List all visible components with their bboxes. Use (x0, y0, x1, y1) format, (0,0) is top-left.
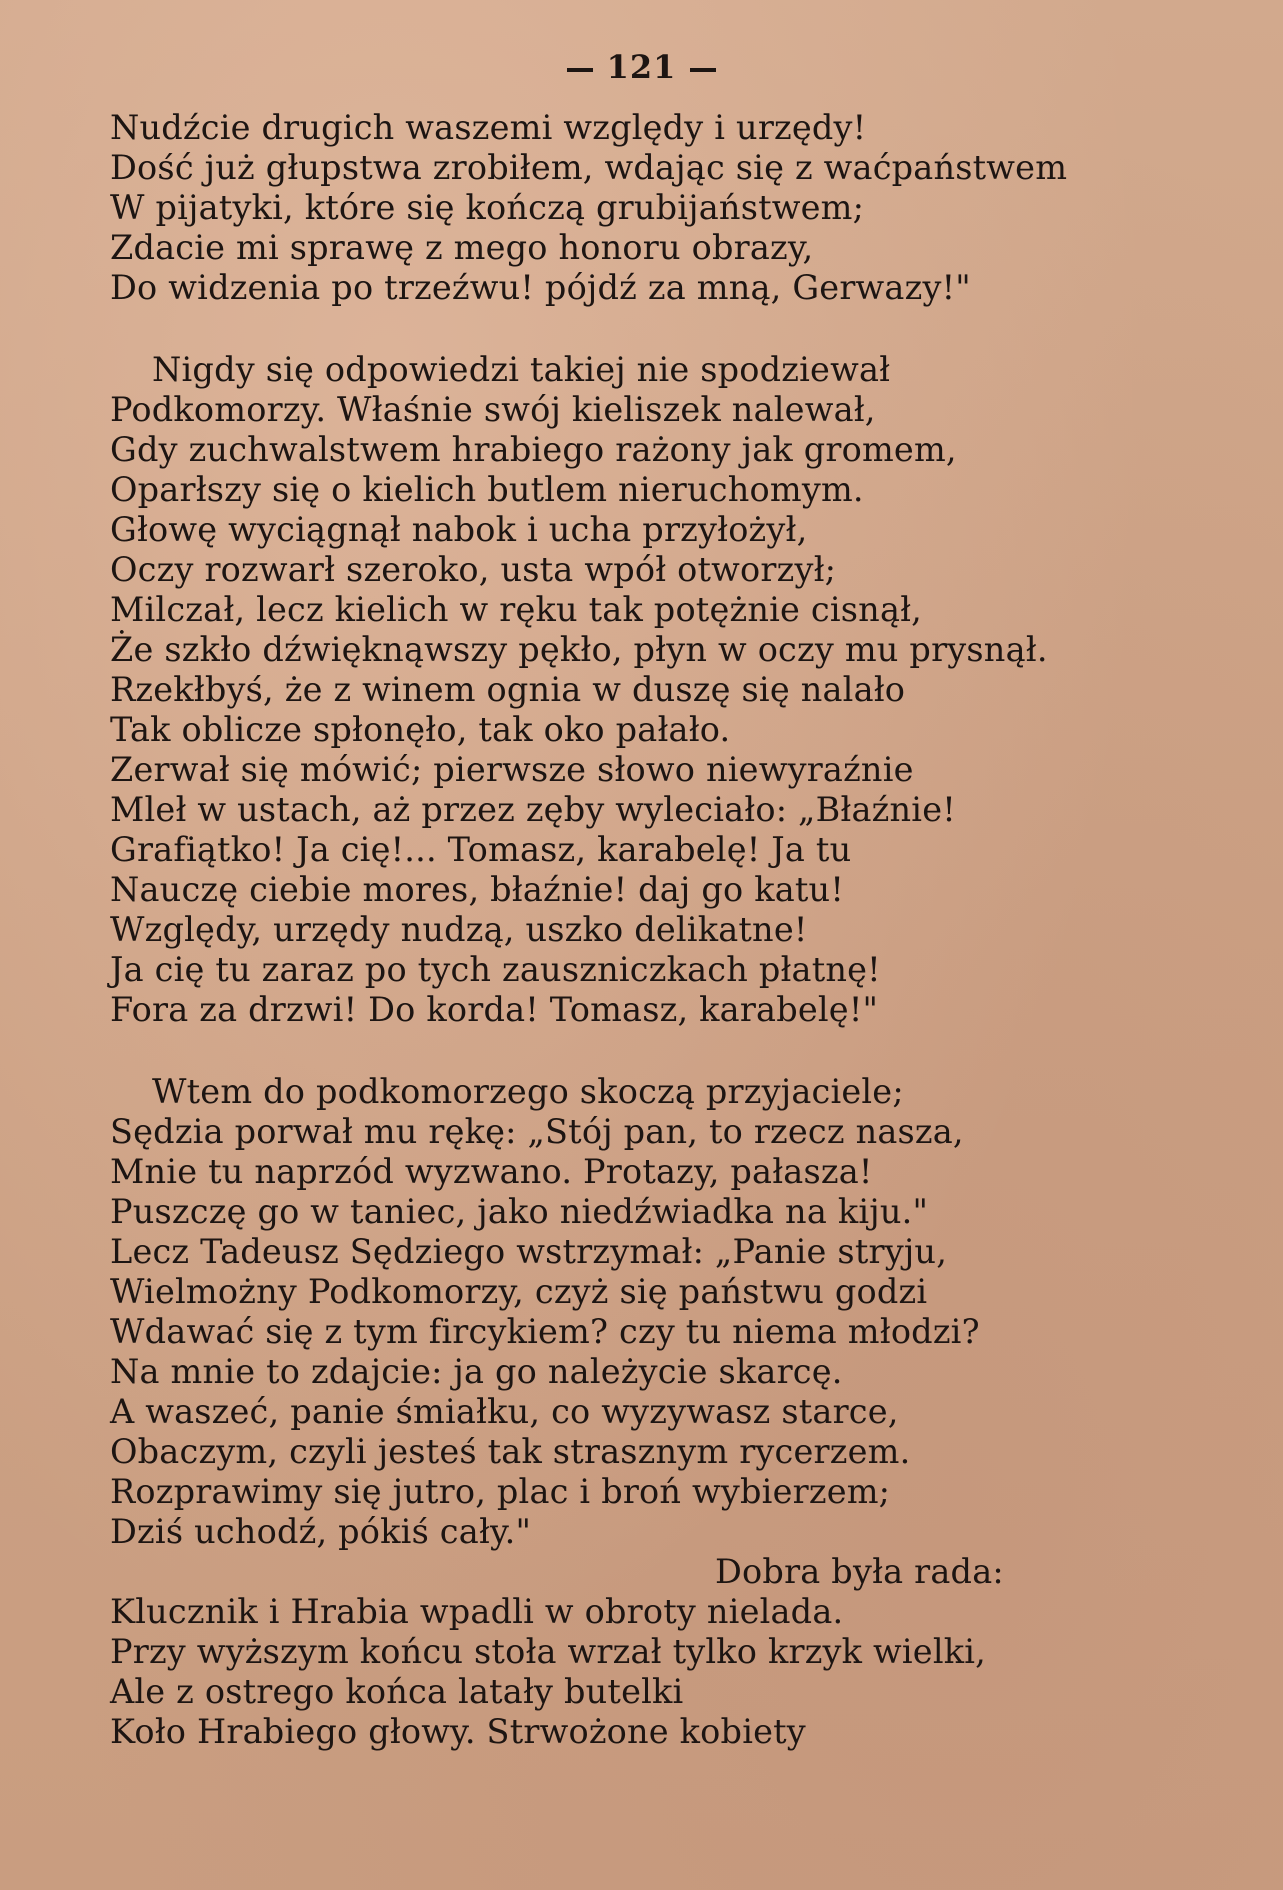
verse-line: Wtem do podkomorzego skoczą przyjaciele; (152, 1072, 904, 1111)
right-dash-ornament (690, 68, 716, 72)
verse-line: Puszczę go w taniec, jako niedźwiadka na kiju." (110, 1192, 929, 1231)
poem-text (110, 108, 1190, 1752)
verse-line: Nigdy się odpowiedzi takiej nie spodziewał (152, 350, 891, 389)
verse-line: Zdacie mi sprawę z mego honoru obrazy, (110, 228, 814, 267)
verse-line: Tak oblicze spłonęło, tak oko pałało. (110, 710, 731, 749)
verse-line: Nudźcie drugich waszemi względy i urzędy! (110, 108, 867, 147)
stanza-1 (110, 108, 1190, 308)
verse-line: Rozprawimy się jutro, plac i broń wybierzem; (110, 1472, 891, 1511)
verse-line: Mleł w ustach, aż przez zęby wyleciało: „Błaźnie! (110, 790, 956, 829)
verse-line: Rzekłbyś, że z winem ognia w duszę się nalało (110, 670, 906, 709)
verse-line: Milczał, lecz kielich w ręku tak potężnie cisnął, (110, 590, 923, 629)
page-number: 121 (606, 48, 677, 86)
verse-line: Zerwał się mówić; pierwsze słowo niewyraźnie (110, 750, 914, 789)
verse-line: Że szkło dźwięknąwszy pękło, płyn w oczy mu prysnął. (110, 630, 1048, 669)
verse-line: Ja cię tu zaraz po tych zauszniczkach płatnę! (110, 950, 881, 989)
verse-line: Gdy zuchwalstwem hrabiego rażony jak gromem, (110, 430, 957, 469)
stanza-3 (110, 1072, 1190, 1752)
verse-line: Dziś uchodź, pókiś cały." (110, 1512, 532, 1551)
verse-line: Wielmożny Podkomorzy, czyż się państwu godzi (110, 1272, 928, 1311)
stanza-2 (110, 350, 1190, 1030)
verse-line: A waszeć, panie śmiałku, co wyzywasz starce, (110, 1392, 899, 1431)
verse-line: Oczy rozwarł szeroko, usta wpół otworzył; (110, 550, 837, 589)
page-number-header (0, 48, 1283, 86)
verse-line: Wdawać się z tym fircykiem? czy tu niema młodzi? (110, 1312, 980, 1351)
verse-line: Względy, urzędy nudzą, uszko delikatne! (110, 910, 808, 949)
left-dash-ornament (567, 68, 593, 72)
verse-line: Na mnie to zdajcie: ja go należycie skarcę. (110, 1352, 843, 1391)
verse-line: Lecz Tadeusz Sędziego wstrzymał: „Panie stryju, (110, 1232, 948, 1271)
verse-line: Nauczę ciebie mores, błaźnie! daj go katu! (110, 870, 844, 909)
verse-line: Podkomorzy. Właśnie swój kieliszek nalewał, (110, 390, 876, 429)
verse-line: Koło Hrabiego głowy. Strwożone kobiety (110, 1712, 806, 1751)
verse-line: Do widzenia po trzeźwu! pójdź za mną, Gerwazy!" (110, 268, 971, 307)
verse-line: Ale z ostrego końca latały butelki (110, 1672, 684, 1711)
verse-line: Fora za drzwi! Do korda! Tomasz, karabelę!" (110, 990, 879, 1029)
verse-line: Dość już głupstwa zrobiłem, wdając się z waćpaństwem (110, 148, 1068, 187)
verse-line: Oparłszy się o kielich butlem nieruchomym. (110, 470, 864, 509)
verse-line: Klucznik i Hrabia wpadli w obroty nielada. (110, 1592, 844, 1631)
verse-line: Mnie tu naprzód wyzwano. Protazy, pałasza! (110, 1152, 873, 1191)
verse-line: Przy wyższym końcu stoła wrzał tylko krzyk wielki, (110, 1632, 987, 1671)
verse-line: Sędzia porwał mu rękę: „Stój pan, to rzecz nasza, (110, 1112, 964, 1151)
verse-line: W pijatyki, które się kończą grubijaństwem; (110, 188, 865, 227)
verse-line: Grafiątko! Ja cię!... Tomasz, karabelę! Ja tu (110, 830, 852, 869)
verse-line: Obaczym, czyli jesteś tak strasznym rycerzem. (110, 1432, 911, 1471)
verse-line-half-right: Dobra była rada: (715, 1552, 1004, 1591)
verse-line: Głowę wyciągnął nabok i ucha przyłożył, (110, 510, 808, 549)
